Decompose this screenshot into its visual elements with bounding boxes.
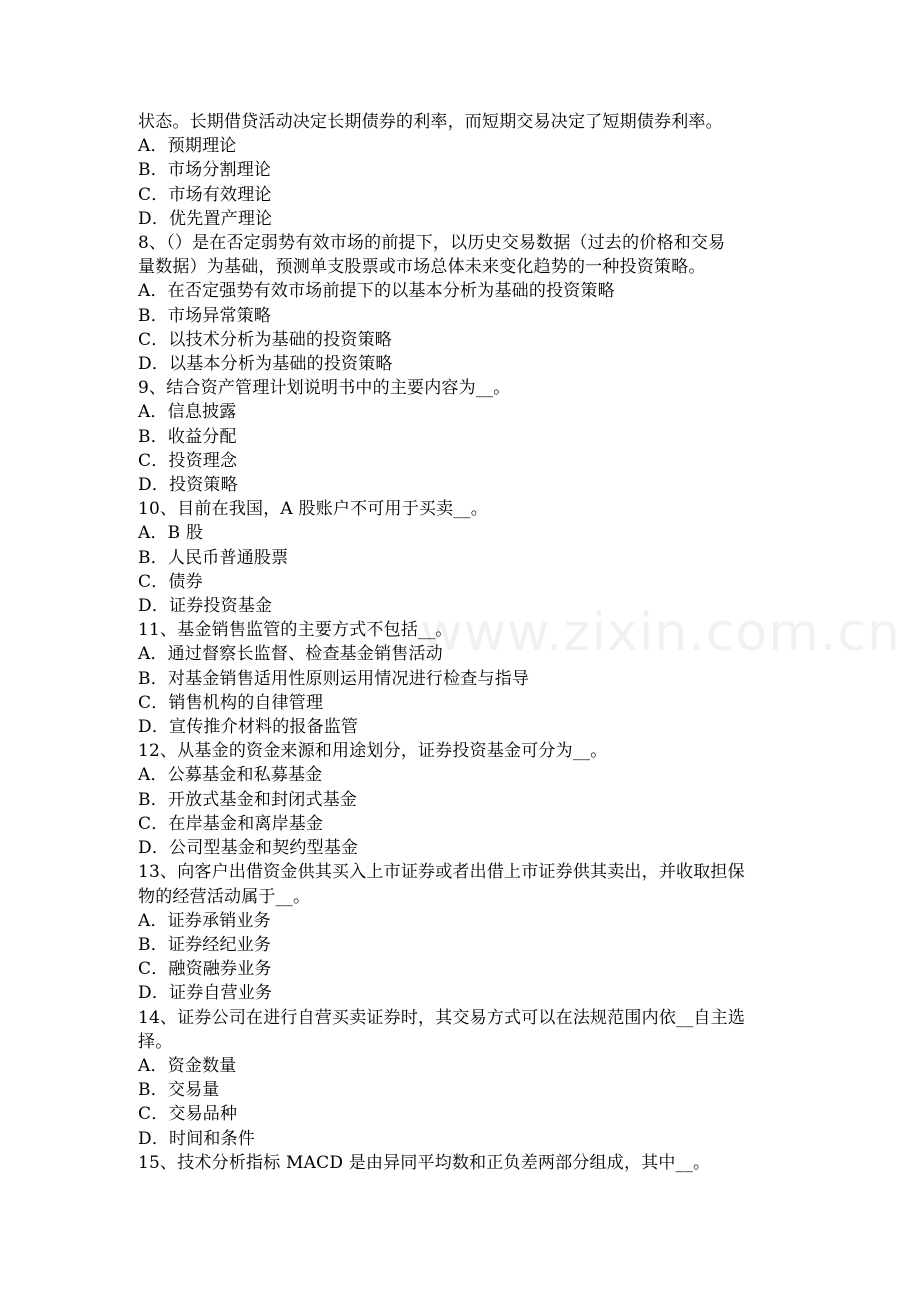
- option-line: B．人民币普通股票: [138, 547, 289, 568]
- question-line: 11、基金销售监管的主要方式不包括__。: [138, 620, 453, 641]
- text-line: 状态。长期借贷活动决定长期债券的利率，而短期交易决定了短期债券利率。: [138, 112, 723, 132]
- option-line: C．融资融券业务: [138, 959, 272, 980]
- option-line: D．公司型基金和契约型基金: [138, 838, 359, 859]
- question-line: 10、目前在我国，A 股账户不可用于买卖__。: [138, 499, 488, 520]
- option-line: A．资金数量: [138, 1055, 237, 1076]
- option-line: A．预期理论: [138, 136, 237, 157]
- option-line: D．证券投资基金: [138, 596, 273, 617]
- option-line: B．收益分配: [138, 426, 237, 447]
- option-line: C．市场有效理论: [138, 184, 272, 205]
- option-line: B．市场分割理论: [138, 160, 272, 181]
- question-line: 13、向客户出借资金供其买入上市证券或者出借上市证券供其卖出，并收取担保: [138, 862, 745, 883]
- option-line: C．销售机构的自律管理: [138, 692, 324, 713]
- option-line: C．以技术分析为基础的投资策略: [138, 329, 393, 350]
- option-line: A．信息披露: [138, 402, 237, 423]
- option-line: A．公募基金和私募基金: [138, 765, 323, 786]
- option-line: C．投资理念: [138, 450, 238, 471]
- option-line: B．开放式基金和封闭式基金: [138, 789, 358, 810]
- option-line: D．证券自营业务: [138, 983, 273, 1004]
- option-line: B．交易量: [138, 1080, 220, 1101]
- option-line: A．B 股: [138, 523, 204, 544]
- option-line: A．证券承销业务: [138, 910, 271, 931]
- option-line: D．以基本分析为基础的投资策略: [138, 354, 393, 375]
- option-line: A．通过督察长监督、检查基金销售活动: [138, 644, 443, 665]
- option-line: B．对基金销售适用性原则运用情况进行检查与指导: [138, 668, 530, 689]
- question-line: 择。: [138, 1031, 173, 1052]
- question-line: 15、技术分析指标 MACD 是由异同平均数和正负差两部分组成，其中__。: [138, 1152, 711, 1173]
- question-line: 14、证券公司在进行自营买卖证券时，其交易方式可以在法规范围内依__自主选: [138, 1007, 746, 1028]
- question-line: 量数据）为基础，预测单支股票或市场总体未来变化趋势的一种投资策略。: [138, 257, 706, 278]
- question-line: 12、从基金的资金来源和用途划分，证券投资基金可分为__。: [138, 741, 608, 762]
- question-line: 物的经营活动属于__。: [138, 886, 311, 907]
- question-line: 9、结合资产管理计划说明书中的主要内容为__。: [138, 378, 511, 399]
- option-line: A．在否定强势有效市场前提下的以基本分析为基础的投资策略: [138, 281, 615, 302]
- document-page: [138, 110, 788, 1175]
- watermark: www.zixin.com.cn: [420, 603, 901, 663]
- option-line: D．时间和条件: [138, 1128, 256, 1149]
- option-line: C．交易品种: [138, 1104, 238, 1125]
- option-line: B．市场异常策略: [138, 305, 272, 326]
- option-line: D．投资策略: [138, 475, 238, 496]
- question-line: 8、（）是在否定弱势有效市场的前提下，以历史交易数据（过去的价格和交易: [138, 233, 726, 254]
- option-line: C．债券: [138, 571, 203, 592]
- option-line: C．在岸基金和离岸基金: [138, 813, 324, 834]
- option-line: B．证券经纪业务: [138, 934, 272, 955]
- option-line: D．宣传推介材料的报备监管: [138, 717, 359, 738]
- option-line: D．优先置产理论: [138, 208, 273, 229]
